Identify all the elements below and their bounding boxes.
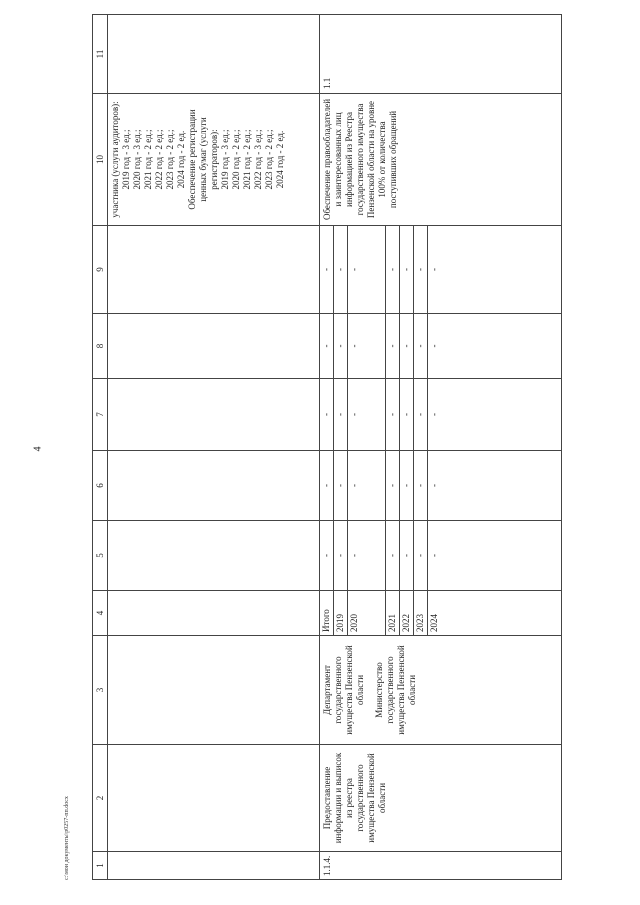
rotated-table-page [92,15,562,880]
header-col-8: 8 [93,314,108,379]
indicator-continued: участника (услуги аудиторов): 2019 год - 3 ед.; 2020 год - 3 ед.; 2021 год - 2 ед.; 2022 год - 2 ед.; 2023 год - 2 ед.; 2024 год - 2 ед. Обеспечение регистрации ценных бумаг (услуги регистраторов): 2019 год - 3 ед.; 2020 год - 2 ед.; 2021 год - 2 ед.; 2022 год - 3 ед.; 2023 год - 2 ед.; 2024 год - 2 ед. [108,94,320,226]
table-row [320,15,562,880]
header-col-4: 4 [93,591,108,636]
year-2023: 2023 [414,591,428,635]
header-col-11: 11 [93,15,108,94]
continuation-row [108,15,320,880]
values-col-7: - - - - - - - [320,379,562,451]
file-path-footer: c:\мои документы\р0257-пп.docx [64,796,70,880]
header-col-10: 10 [93,94,108,226]
year-2022: 2022 [400,591,414,635]
page-number: 4 [32,446,44,452]
values-col-5: - - - - - - - [320,521,562,591]
header-col-7: 7 [93,379,108,451]
measure-name: Предоставление информации и выписок из реестра государственного имущества Пензенской области [320,745,562,852]
indicator-code: 1.1 [320,15,562,94]
values-col-8: - - - - - - - [320,314,562,379]
program-table [92,14,562,880]
row-number: 1.1.4. [320,852,562,880]
year-total: Итого [320,591,334,635]
year-2019: 2019 [334,591,348,635]
header-col-3: 3 [93,636,108,745]
target-indicator: Обеспечение правообладателей и заинтересованных лиц информацией из Реестра государственного имущества Пензенской области на уровне 100% от количества поступивших обращений [320,94,562,226]
header-col-2: 2 [93,745,108,852]
values-col-9: - - - - - - - [320,226,562,314]
year-2021: 2021 [385,591,400,635]
year-2020: 2020 [349,614,359,632]
header-col-5: 5 [93,521,108,591]
executor [320,636,562,745]
executor-ministry: Министерство государственного имущества Пензенской области [374,645,417,735]
header-col-6: 6 [93,451,108,521]
years-cell [320,591,562,636]
header-col-9: 9 [93,226,108,314]
header-row [93,15,108,880]
year-2024: 2024 [429,614,439,632]
values-col-6: - - - - - - - [320,451,562,521]
header-col-1: 1 [93,852,108,880]
executor-department: Департамент государственного имущества Пензенской области [322,645,365,735]
